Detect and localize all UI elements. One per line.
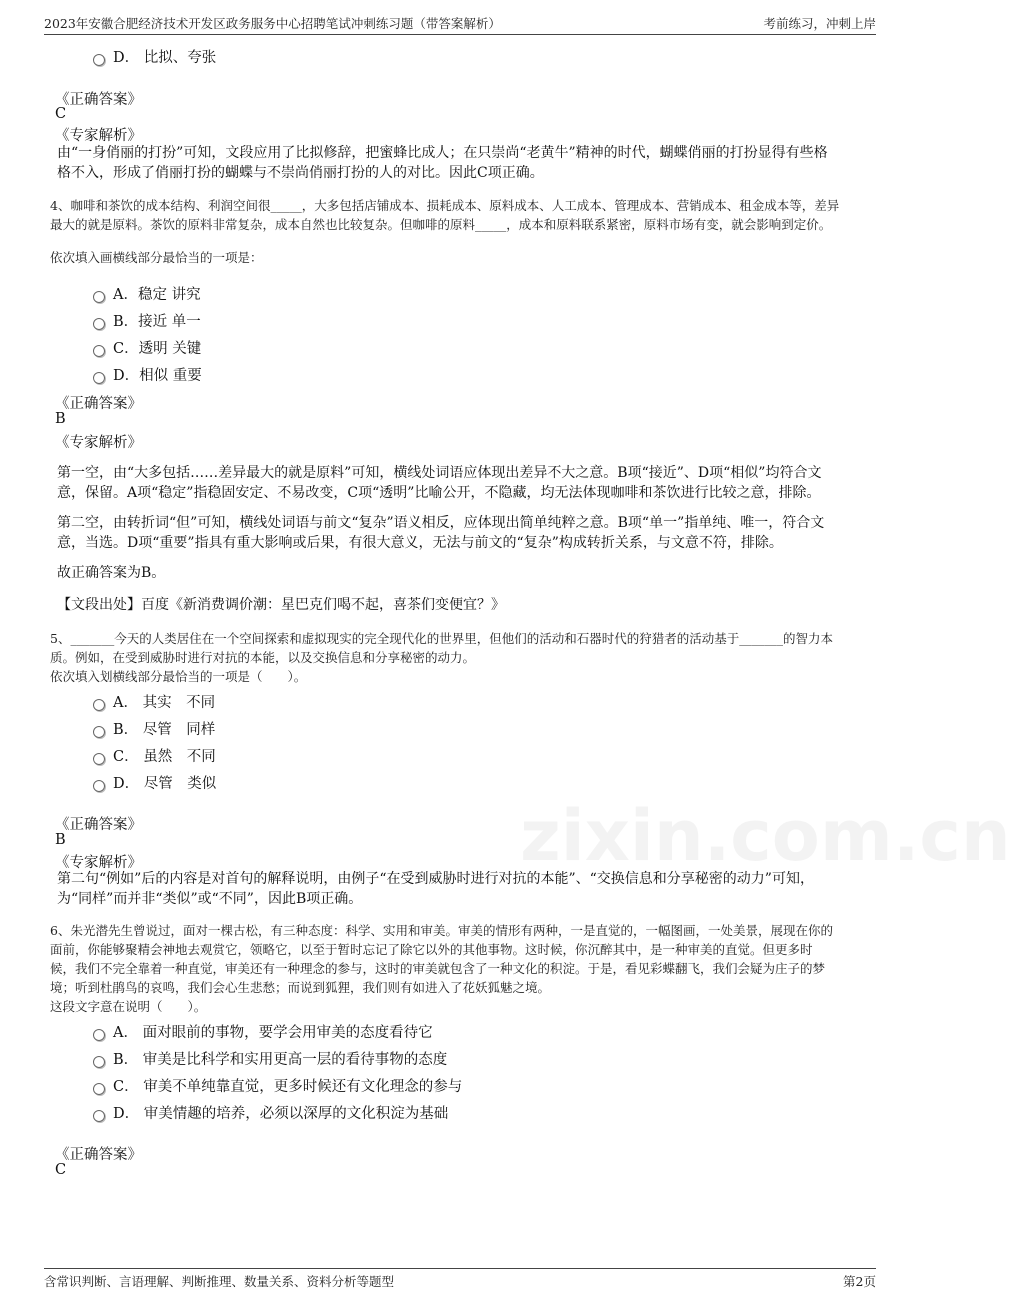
analysis-label: 《专家解析》 <box>55 128 142 144</box>
analysis-paragraph-2: 第二空，由转折词“但”可知，横线处词语与前文“复杂”语义相反，应体现出简单纯粹之意。B项“单一”指单纯、唯一，符合文 意，当选。D项“重要”指具有重大影响或后果，有很大意义，无法与前文的“复杂”构成转折关系，与文意不符，排除。 <box>57 515 825 551</box>
answer-label: 《正确答案》 <box>55 817 142 833</box>
footer-divider <box>44 1268 876 1269</box>
analysis-text: 第二句“例如”后的内容是对首句的解释说明，由例子“在受到威胁时进行对抗的本能”、“交换信息和分享秘密的动力”可知， 为“同样”而并非“类似”或“不同”，因此B项正确。 <box>57 871 814 907</box>
answer-value: C <box>55 106 67 122</box>
radio-icon[interactable] <box>93 318 105 330</box>
question-6-stem: 6、朱光潜先生曾说过，面对一棵古松，有三种态度：科学、实用和审美。审美的情形有两种，一是直觉的，一幅图画，一处美景，展现在你的 面前，你能够聚精会神地去观赏它，领略它，以至于暂时忘记了除它以外的其他事物。这时候，你沉醉其中，是一种审美的直觉。但更多时 候，我们不完全靠着一种直觉，审美还有一种理念的参与，这时的审美就包含了一种文化的积淀。于是，看见彩蝶翻飞，我们会疑为庄子的梦 境；听到杜鹃鸟的哀鸣，我们会心生悲愁；而说到狐狸，我们则有如进入了花妖狐魅之境。 这段文字意在说明（ ）。 <box>50 923 833 1014</box>
option-c-q5[interactable]: C． 虽然 不同 <box>93 745 216 766</box>
option-d-q5[interactable]: D． 尽管 类似 <box>93 772 216 793</box>
option-b-q5[interactable]: B． 尽管 同样 <box>93 718 215 739</box>
radio-icon[interactable] <box>93 699 105 711</box>
radio-icon[interactable] <box>93 372 105 384</box>
page-number: 第2页 <box>843 1274 876 1289</box>
radio-icon[interactable] <box>93 780 105 792</box>
answer-value: B <box>55 832 66 848</box>
radio-icon[interactable] <box>93 1056 105 1068</box>
option-a-q4[interactable]: A．稳定 讲究 <box>93 283 201 304</box>
answer-value: C <box>55 1162 67 1178</box>
radio-icon[interactable] <box>93 1029 105 1041</box>
option-a-q5[interactable]: A． 其实 不同 <box>93 691 215 712</box>
option-d-q3[interactable]: D． 比拟、夸张 <box>93 46 216 67</box>
analysis-label: 《专家解析》 <box>55 855 142 871</box>
option-a-q6[interactable]: A． 面对眼前的事物，要学会用审美的态度看待它 <box>93 1021 433 1042</box>
analysis-text: 由“一身俏丽的打扮”可知，文段应用了比拟修辞，把蜜蜂比成人；在只崇尚“老黄牛”精神的时代，蝴蝶俏丽的打扮显得有些格 格不入，形成了俏丽打扮的蝴蝶与不崇尚俏丽打扮的人的对比。因此C项正确。 <box>57 145 828 181</box>
radio-icon[interactable] <box>93 1110 105 1122</box>
radio-icon[interactable] <box>93 753 105 765</box>
source-citation: 【文段出处】百度《新消费调价潮：星巴克们喝不起，喜茶们变便宜？》 <box>57 597 505 613</box>
analysis-conclusion: 故正确答案为B。 <box>57 565 166 581</box>
answer-label: 《正确答案》 <box>55 396 142 412</box>
header-title: 2023年安徽合肥经济技术开发区政务服务中心招聘笔试冲刺练习题（带答案解析） <box>44 16 501 31</box>
analysis-paragraph-1: 第一空，由“大多包括……差异最大的就是原料”可知，横线处词语应体现出差异不大之意。B项“接近”、D项“相似”均符合文 意，保留。A项“稳定”指稳固安定、不易改变，C项“透明”比喻公开，不隐藏，均无法体现咖啡和茶饮进行比较之意，排除。 <box>57 465 822 501</box>
watermark: zixin.com.cn <box>520 795 1011 877</box>
option-c-q6[interactable]: C． 审美不单纯靠直觉，更多时候还有文化理念的参与 <box>93 1075 462 1096</box>
question-4-stem: 4、咖啡和茶饮的成本结构、利润空间很_____，大多包括店铺成本、损耗成本、原料成本、人工成本、管理成本、营销成本、租金成本等，差异 最大的就是原料。茶饮的原料非常复杂，成本自然也比较复杂。但咖啡的原料_____，成本和原料联系紧密，原料市场有变，就会影响到定价。 <box>50 198 840 232</box>
option-d-q4[interactable]: D．相似 重要 <box>93 364 202 385</box>
footer-description: 含常识判断、言语理解、判断推理、数量关系、资料分析等题型 <box>44 1274 395 1289</box>
radio-icon[interactable] <box>93 291 105 303</box>
answer-label: 《正确答案》 <box>55 92 142 108</box>
question-4-prompt: 依次填入画横线部分最恰当的一项是： <box>50 250 263 265</box>
question-5-stem: 5、_______今天的人类居住在一个空间探索和虚拟现实的完全现代化的世界里，但他们的活动和石器时代的狩猎者的活动基于_______的智力本 质。例如，在受到威胁时进行对抗的本能，以及交换信息和分享秘密的动力。 依次填入划横线部分最恰当的一项是（ ）。 <box>50 631 833 684</box>
option-c-q4[interactable]: C．透明 关键 <box>93 337 201 358</box>
radio-icon[interactable] <box>93 345 105 357</box>
option-b-q4[interactable]: B．接近 单一 <box>93 310 201 331</box>
radio-icon[interactable] <box>93 1083 105 1095</box>
header-divider <box>44 34 876 35</box>
radio-icon[interactable] <box>93 54 105 66</box>
answer-label: 《正确答案》 <box>55 1147 142 1163</box>
analysis-label: 《专家解析》 <box>55 435 142 451</box>
option-d-q6[interactable]: D． 审美情趣的培养，必须以深厚的文化积淀为基础 <box>93 1102 448 1123</box>
answer-value: B <box>55 411 66 427</box>
header-slogan: 考前练习，冲刺上岸 <box>763 16 876 31</box>
option-b-q6[interactable]: B． 审美是比科学和实用更高一层的看待事物的态度 <box>93 1048 447 1069</box>
radio-icon[interactable] <box>93 726 105 738</box>
